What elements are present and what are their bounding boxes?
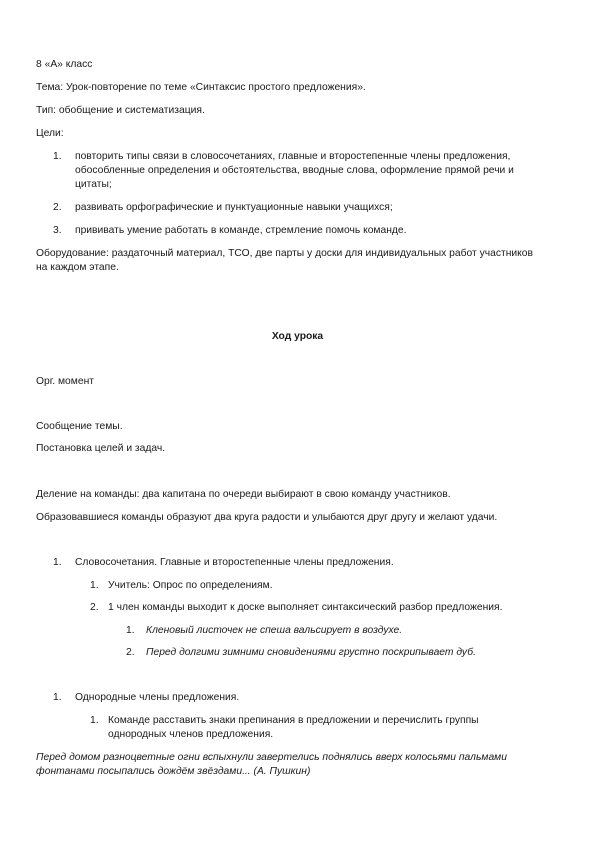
list-item: Учитель: Опрос по определениям. (108, 580, 273, 591)
list-item: Команде расставить знаки препинания в предложении и перечислить группы (108, 715, 479, 726)
list-number: 1. (53, 692, 62, 703)
quote-text: Перед домом разноцветные огни вспыхнули завертелись поднялись вверх колосьями пальмами (36, 752, 507, 763)
list-item: 1 член команды выходит к доске выполняет синтаксический разбор предложения. (108, 602, 503, 613)
equipment-text: на каждом этапе. (36, 262, 119, 273)
list-item: однородных членов предложения. (108, 729, 274, 740)
equipment-text: Оборудование: раздаточный материал, ТСО, две парты у доски для индивидуальных работ участников (36, 248, 533, 259)
list-number: 1. (126, 625, 135, 636)
list-number: 1. (90, 715, 99, 726)
list-number: 2. (126, 647, 135, 658)
example-sentence: Перед долгими зимними сновидениями грустно поскрипывает дуб. (146, 647, 476, 658)
goals-label: Цели: (36, 128, 64, 139)
list-number: 1. (53, 151, 62, 162)
list-number: 1. (90, 580, 99, 591)
section-title: Словосочетания. Главные и второстепенные члены предложения. (75, 557, 394, 568)
list-number: 2. (53, 202, 62, 213)
quote-text: фонтанами посыпались дождём звёздами... (А. Пушкин) (36, 766, 311, 777)
lesson-topic: Тема: Урок-повторение по теме «Синтаксис простого предложения». (36, 82, 366, 93)
example-sentence: Кленовый листочек не спеша вальсирует в воздухе. (146, 625, 403, 636)
goal-text: цитаты; (75, 179, 112, 190)
goal-text: обособленные определения и обстоятельства, вводные слова, оформление прямой речи и (75, 165, 514, 176)
goal-text: повторить типы связи в словосочетаниях, главные и второстепенные члены предложения, (75, 151, 511, 162)
class-line: 8 «А» класс (36, 59, 93, 70)
teams-division: Деление на команды: два капитана по очереди выбирают в свою команду участников. (36, 489, 451, 500)
org-moment: Орг. момент (36, 376, 94, 387)
section-title: Однородные члены предложения. (75, 692, 240, 703)
lesson-heading: Ход урока (271, 331, 324, 342)
goals-setting: Постановка целей и задач. (36, 443, 166, 454)
list-number: 3. (53, 225, 62, 236)
goal-text: развивать орфографические и пунктуационные навыки учащихся; (75, 202, 393, 213)
list-number: 1. (53, 557, 62, 568)
teams-formed: Образовавшиеся команды образуют два круга радости и улыбаются друг другу и желают удачи. (36, 512, 498, 523)
lesson-type: Тип: обобщение и систематизация. (36, 105, 205, 116)
topic-message: Сообщение темы. (36, 421, 123, 432)
goal-text: прививать умение работать в команде, стремление помочь команде. (75, 225, 407, 236)
list-number: 2. (90, 602, 99, 613)
